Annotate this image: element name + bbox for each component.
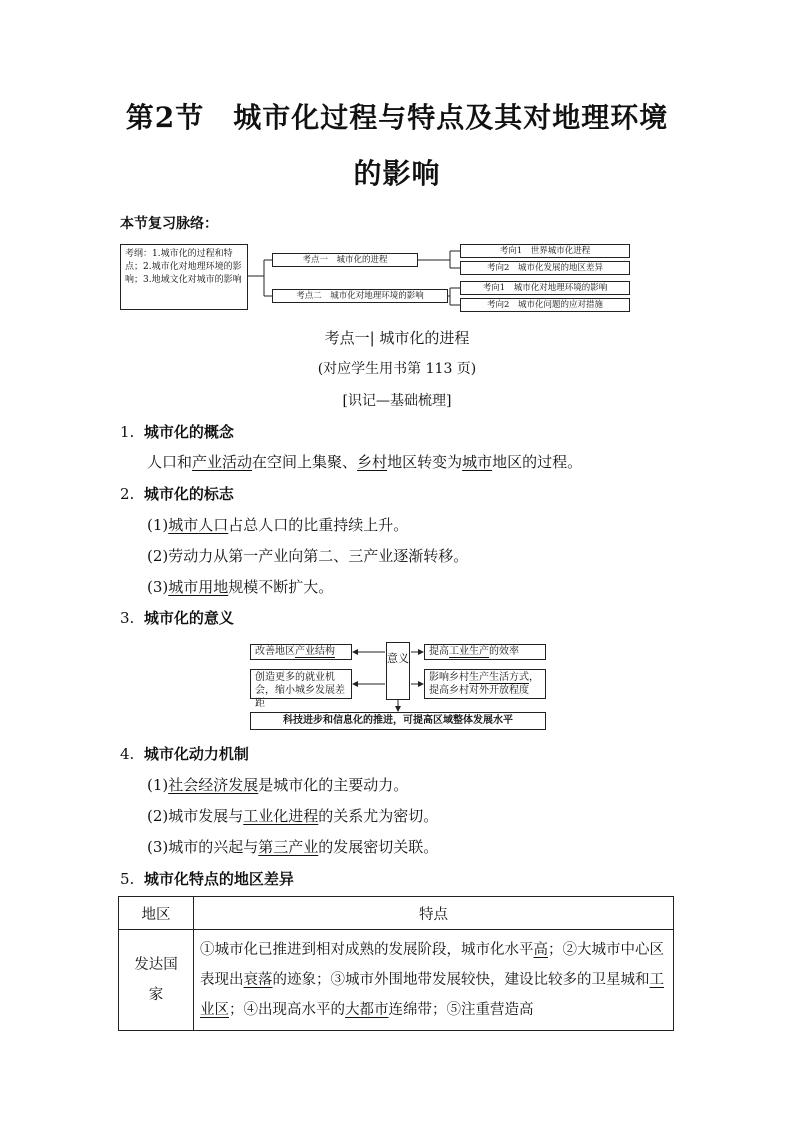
s4-l1-pre: (1) [147,776,169,794]
book-ref: (对应学生用书第 113 页) [317,361,477,377]
page-title: 第2节 城市化过程与特点及其对地理环境 [125,101,669,134]
dir3-box: 考向1 城市化对地理环境的影响 [460,281,630,295]
outline-diagram [118,240,638,315]
section2-title: 城市化的标志 [143,485,234,503]
benefit-regional-development: 科技进步和信息化的推进，可提高区域整体发展水平 [250,712,546,730]
s1-u2: 乡村 [357,453,388,471]
table-header-region: 地区 [119,897,194,930]
section3-heading [120,607,234,628]
page-title-line2: 的影响 [353,157,441,190]
s4-l2-u: 工业化进程 [243,807,319,825]
syllabus-box: 考纲：1.城市化的过程和特点；2.城市化对地理环境的影响；3.地域文化对城市的影响 [120,244,248,310]
s1-p2: 在空间上集聚、 [252,453,358,471]
s5-rc-u: 工业区 [200,972,664,1018]
s4-l3-u: 第三产业 [258,838,319,856]
dir1-box: 考向1 世界城市化进程 [460,244,630,258]
section2-heading [120,483,234,504]
s2-l1-u: 城市人口 [168,516,229,534]
s1-p1: 人口和 [147,453,193,471]
point2-box: 考点二 城市化对地理环境的影响 [272,289,448,303]
s5-re: 连绵带；⑤注重营造高 [388,1002,534,1018]
dir4-box: 考向2 城市化问题的应对措施 [460,298,630,312]
s3-b4-u: 生产生活方式 [469,672,529,683]
table-cell-region: 发达国家 [119,930,194,1031]
s5-rb-u: 衰落 [243,972,273,988]
significance-diagram [248,640,548,732]
table-header-features: 特点 [194,897,674,930]
s2-l1-pre: (1) [147,516,169,534]
table-row [119,930,674,1031]
s5-rd-u: 大都市 [345,1002,389,1018]
s4-l1-u: 社会经济发展 [168,776,259,794]
section4-title: 城市化动力机制 [143,745,249,763]
review-label: 本节复习脉络： [120,216,218,232]
point-heading-name: 城市化的进程 [379,329,470,347]
section5-title: 城市化特点的地区差异 [143,870,294,888]
section2-num: 2. [120,485,135,503]
s3-b3-post: 的效率 [489,646,519,657]
benefit-industrial-efficiency [424,644,546,660]
point-heading [0,327,794,348]
significance-center-box: 意义 [386,642,410,700]
table-header-row [119,897,674,930]
section4-num: 4. [120,745,135,763]
s3-b1-u: 产业结构 [295,646,335,657]
section1-text [147,451,582,472]
s2-l3-pre: (3) [147,578,169,596]
s3-b4-post: ，提高乡村对外开放程度 [429,672,539,696]
s2-l3-u: 城市用地 [168,578,229,596]
section5-num: 5. [120,870,135,888]
s1-u3: 城市 [462,453,493,471]
section2-line2: (2)劳动力从第一产业向第二、三产业逐渐转移。 [147,547,469,565]
section4-line2 [147,805,438,826]
regional-difference-table [118,896,674,1031]
s1-p4: 地区的过程。 [492,453,583,471]
subheading: [识记—基础梳理] [342,393,452,409]
section1-num: 1. [120,423,135,441]
s4-l3-post: 的发展密切关联。 [318,838,439,856]
benefit-employment: 创造更多的就业机会，缩小城乡发展差距 [250,669,352,699]
point1-box: 考点一 城市化的进程 [272,253,418,267]
s5-rd: ；④出现高水平的 [229,1002,345,1018]
section4-line3 [147,836,438,857]
section2-line3 [147,576,333,597]
s2-l1-post: 占总人口的比重持续上升。 [228,516,409,534]
benefit-industry-structure [250,644,352,660]
section3-num: 3. [120,609,135,627]
section4-line1 [147,774,408,795]
s2-l3-post: 规模不断扩大。 [228,578,334,596]
s3-b1-pre: 改善地区 [255,646,295,657]
section3-title: 城市化的意义 [143,609,234,627]
s3-b3-u: 工业生产 [449,646,489,657]
section5-heading [120,868,294,889]
table-cell-features [194,930,674,1031]
s4-l2-pre: (2)城市发展与 [147,807,244,825]
dir2-box: 考向2 城市化发展的地区差异 [460,261,630,275]
s3-b3-pre: 提高 [429,646,449,657]
s4-l2-post: 的关系尤为密切。 [318,807,439,825]
s1-p3: 地区转变为 [387,453,463,471]
s1-u1: 产业活动 [192,453,253,471]
s5-rb: ；②大城市中心区表现出 [200,942,664,988]
s4-l3-pre: (3)城市的兴起与 [147,838,259,856]
s5-ra: ①城市化已推进到相对成熟的发展阶段，城市化水平 [200,942,534,958]
benefit-rural-influence [424,669,546,699]
s3-b4-pre: 影响乡村 [429,672,469,683]
s5-rc: 的迹象；③城市外围地带发展较快，建设比较多的卫星城和 [272,972,650,988]
section1-heading [120,421,234,442]
section2-line1 [147,514,408,535]
section1-title: 城市化的概念 [143,423,234,441]
s4-l1-post: 是城市化的主要动力。 [258,776,409,794]
point-heading-prefix: 考点一| [324,329,375,347]
section4-heading [120,743,249,764]
s5-ra-u: 高 [533,942,548,958]
